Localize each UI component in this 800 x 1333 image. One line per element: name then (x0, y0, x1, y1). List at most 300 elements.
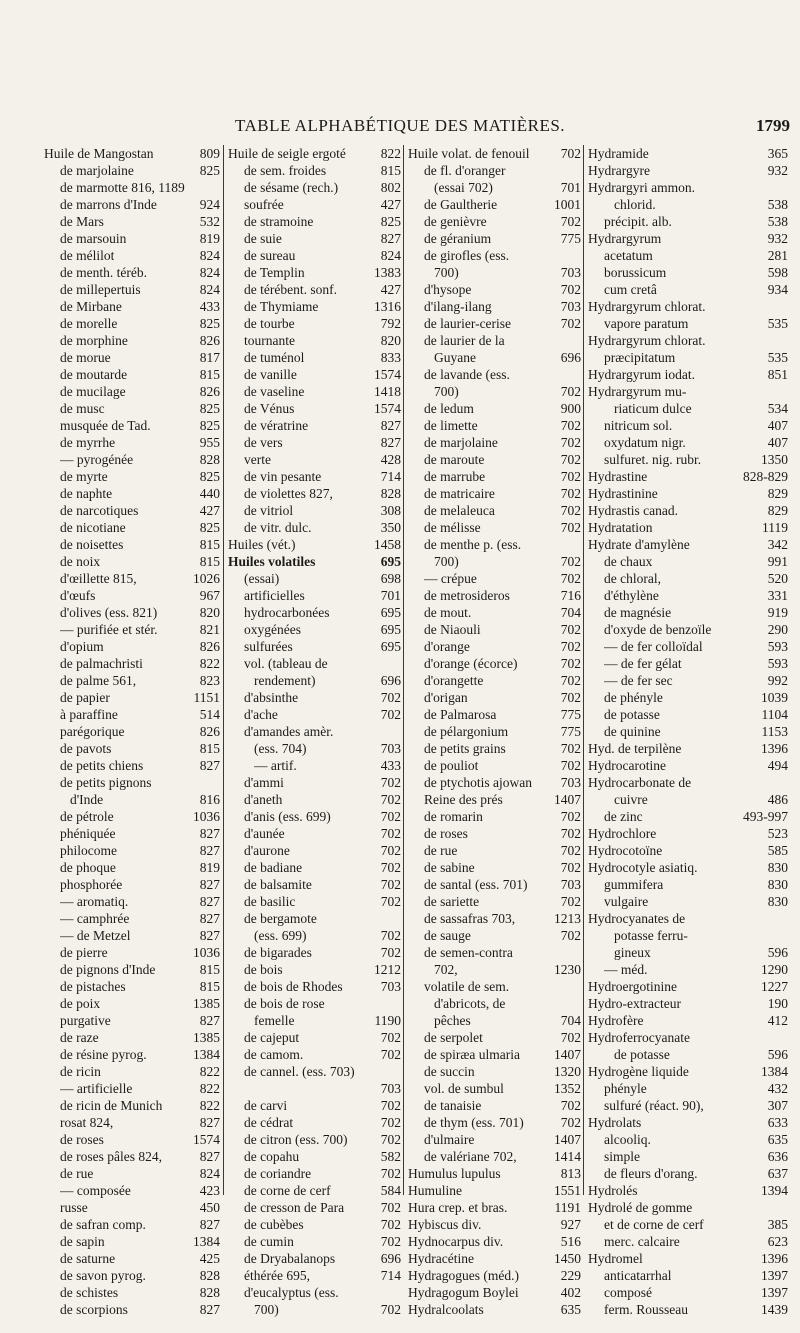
index-entry (40, 1097, 223, 1114)
index-entry (584, 145, 791, 162)
index-entry-page: 331 (767, 588, 788, 603)
index-entry-term: de scorpions (60, 1302, 128, 1317)
index-entry-term: de bigarades (244, 945, 312, 960)
index-entry-page: 815 (199, 367, 220, 382)
index-entry-term: — aromatiq. (60, 894, 129, 909)
index-entry (224, 1199, 404, 1216)
index-entry-page: 1290 (761, 962, 788, 977)
index-entry-page: 385 (767, 1217, 788, 1232)
index-entry-term: d'ammi (244, 775, 284, 790)
index-entry-term: de matricaire (424, 486, 495, 501)
index-entry (404, 927, 584, 944)
index-entry (224, 1250, 404, 1267)
index-entry (404, 1165, 584, 1182)
index-entry (40, 927, 223, 944)
index-entry-page: 1119 (762, 520, 788, 535)
index-entry-term: vol. (tableau de (244, 656, 328, 671)
index-entry-term: d'orange (écorce) (424, 656, 518, 671)
index-entry-term: Humulus lupulus (408, 1166, 501, 1181)
index-entry (404, 842, 584, 859)
index-entry (40, 791, 223, 808)
index-entry-page: 826 (199, 724, 220, 739)
index-entry (224, 876, 404, 893)
index-entry-page: 1026 (193, 571, 220, 586)
index-entry-page: 792 (380, 316, 401, 331)
index-entry (224, 1029, 404, 1046)
index-entry (584, 1250, 791, 1267)
index-entry-page: 1352 (554, 1081, 581, 1096)
index-entry-page: 1227 (761, 979, 788, 994)
index-entry-page: 704 (560, 605, 581, 620)
index-entry-page: 702 (380, 826, 401, 841)
index-entry-term: de tuménol (244, 350, 305, 365)
index-entry-page: 696 (380, 673, 401, 688)
index-entry-page: 802 (380, 180, 401, 195)
index-entry-term: de ricin (60, 1064, 101, 1079)
index-entry (40, 536, 223, 553)
index-entry-page: 702 (560, 690, 581, 705)
index-entry (224, 400, 404, 417)
index-entry-term: — de Metzel (60, 928, 131, 943)
index-entry (584, 1182, 791, 1199)
index-entry-page: 1384 (193, 1047, 220, 1062)
index-entry-term: de millepertuis (60, 282, 141, 297)
index-entry (224, 944, 404, 961)
index-entry-page: 825 (380, 214, 401, 229)
index-entry (40, 757, 223, 774)
index-entry-term: gineux (614, 945, 651, 960)
index-entry-page: 775 (560, 724, 581, 739)
index-entry-page: 598 (767, 265, 788, 280)
index-entry-page: 1458 (374, 537, 401, 552)
index-entry (584, 621, 791, 638)
index-entry-term: Hydrastis canad. (588, 503, 678, 518)
index-entry (404, 604, 584, 621)
index-entry-term: Hydrolé de gomme (588, 1200, 693, 1215)
index-entry (404, 349, 584, 366)
index-entry-term: de papier (60, 690, 110, 705)
index-entry-page: 1036 (193, 809, 220, 824)
index-entry-term: de Palmarosa (424, 707, 497, 722)
index-entry-page: 827 (199, 928, 220, 943)
index-entry (584, 1063, 791, 1080)
index-entry-page: 1036 (193, 945, 220, 960)
index-entry (224, 638, 404, 655)
index-entry (404, 145, 584, 162)
index-entry (40, 689, 223, 706)
index-entry (404, 383, 584, 400)
index-entry-page: 538 (767, 214, 788, 229)
index-entry-page: 821 (199, 622, 220, 637)
index-entry (404, 587, 584, 604)
index-entry-term: de sabine (424, 860, 475, 875)
index-entry (224, 1114, 404, 1131)
index-entry-term: Hydromel (588, 1251, 643, 1266)
index-entry-term: de petits chiens (60, 758, 144, 773)
index-entry (40, 876, 223, 893)
index-entry-term: de narcotiques (60, 503, 139, 518)
index-entry (584, 723, 791, 740)
index-entry-page: 826 (199, 384, 220, 399)
index-entry-page: 702 (380, 1200, 401, 1215)
index-entry-page: 538 (767, 197, 788, 212)
index-entry-page: 702 (560, 656, 581, 671)
index-entry-page: 932 (767, 163, 788, 178)
index-entry (584, 893, 791, 910)
index-entry-term: de pétrole (60, 809, 114, 824)
index-entry-page: 1385 (193, 996, 220, 1011)
index-entry-term: Hydrargyrum iodat. (588, 367, 695, 382)
index-entry-page: 702 (380, 707, 401, 722)
index-entry-term: Guyane (434, 350, 476, 365)
index-entry-page: 827 (199, 911, 220, 926)
index-entry-page: 824 (380, 248, 401, 263)
index-entry (584, 757, 791, 774)
index-entry-term: de balsamite (244, 877, 312, 892)
index-entry-page: 696 (560, 350, 581, 365)
index-entry (224, 451, 404, 468)
index-entry-term: de pouliot (424, 758, 479, 773)
index-entry-page: 702 (560, 146, 581, 161)
index-entry (40, 383, 223, 400)
index-entry-page: 775 (560, 231, 581, 246)
index-entry-term: de marrons d'Inde (60, 197, 157, 212)
index-entry-term: vapore paratum (604, 316, 689, 331)
index-entry (584, 1114, 791, 1131)
index-entry-page: 815 (199, 962, 220, 977)
index-entry-term: Huile volat. de fenouil (408, 146, 530, 161)
index-entry-page: 290 (767, 622, 788, 637)
index-entry (404, 1199, 584, 1216)
index-entry-page: 702 (560, 554, 581, 569)
index-entry-term: de safran comp. (60, 1217, 146, 1232)
index-entry (584, 961, 791, 978)
index-entry (40, 553, 223, 570)
index-entry-page: 822 (380, 146, 401, 161)
index-entry-term: de palme 561, (60, 673, 137, 688)
index-entry-page: 695 (380, 605, 401, 620)
index-entry (404, 978, 584, 995)
index-entry-page: 815 (199, 537, 220, 552)
index-entry-page: 702 (380, 1166, 401, 1181)
index-entry-term: de phoque (60, 860, 116, 875)
index-entry-term: de sassafras 703, (424, 911, 516, 926)
index-entry (584, 859, 791, 876)
index-entry-term: de zinc (604, 809, 643, 824)
index-entry-page: 1153 (761, 724, 788, 739)
index-entry (224, 672, 404, 689)
index-entry-page: 702 (560, 1030, 581, 1045)
index-entry-page: 815 (199, 554, 220, 569)
index-entry (40, 434, 223, 451)
index-entry (584, 587, 791, 604)
index-entry-term: riaticum dulce (614, 401, 692, 416)
index-entry-term: d'amandes amèr. (244, 724, 334, 739)
index-entry-page: 702 (560, 316, 581, 331)
index-entry-term: d'hysope (424, 282, 472, 297)
index-entry-page: 440 (199, 486, 220, 501)
index-entry (404, 723, 584, 740)
index-entry (584, 1165, 791, 1182)
index-entry-term: parégorique (60, 724, 125, 739)
index-entry-page: 703 (560, 775, 581, 790)
index-entry-term: alcooliq. (604, 1132, 651, 1147)
index-entry (224, 1216, 404, 1233)
index-entry-term: de carvi (244, 1098, 288, 1113)
index-entry-term: Hydrochlore (588, 826, 657, 841)
index-entry-term: de mélilot (60, 248, 115, 263)
index-entry (584, 910, 791, 927)
index-entry (404, 417, 584, 434)
index-entry-page: 696 (380, 1251, 401, 1266)
index-entry-page: 825 (199, 469, 220, 484)
index-entry-term: phényle (604, 1081, 647, 1096)
index-entry-term: de valériane 702, (424, 1149, 517, 1164)
index-entry (584, 417, 791, 434)
index-entry-term: — de fer sec (604, 673, 673, 688)
index-entry-term: de copahu (244, 1149, 300, 1164)
index-entry (404, 1250, 584, 1267)
index-entry-page: 702 (380, 775, 401, 790)
index-entry-term: soufrée (244, 197, 284, 212)
index-entry-term: Reine des prés (424, 792, 503, 807)
index-entry-page: 516 (560, 1234, 581, 1249)
index-entry-page: 815 (199, 979, 220, 994)
index-entry-term: de stramoine (244, 214, 314, 229)
index-entry-term: d'aneth (244, 792, 283, 807)
index-entry (224, 1131, 404, 1148)
index-entry-term: — de fer colloïdal (604, 639, 703, 654)
index-entry (404, 179, 584, 196)
index-entry-page: 702 (560, 418, 581, 433)
index-entry-term: de bois de Rhodes (244, 979, 343, 994)
index-entry-term: artificielles (244, 588, 305, 603)
index-entry (404, 1114, 584, 1131)
index-entry (224, 1301, 404, 1318)
page-header (0, 113, 800, 143)
index-entry (224, 995, 404, 1012)
index-entry-page: 1574 (374, 401, 401, 416)
index-entry (40, 808, 223, 825)
index-entry-term: d'orange (424, 639, 470, 654)
index-entry (584, 638, 791, 655)
index-entry-term: sulfuret. nig. rubr. (604, 452, 702, 467)
index-entry-page: 1396 (761, 1251, 788, 1266)
index-entry-term: de vaseline (244, 384, 305, 399)
index-entry-term: de magnésie (604, 605, 672, 620)
index-entry-page: 702 (380, 690, 401, 705)
index-entry-term: (ess. 699) (254, 928, 307, 943)
index-entry (584, 791, 791, 808)
index-entry-page: 1439 (761, 1302, 788, 1317)
index-entry (40, 995, 223, 1012)
index-entry-page: 714 (380, 1268, 401, 1283)
index-entry-page: 827 (199, 1149, 220, 1164)
index-entry (40, 162, 223, 179)
index-entry (224, 621, 404, 638)
index-entry-term: d'Inde (70, 792, 104, 807)
index-entry-term: simple (604, 1149, 640, 1164)
index-entry-term: de moutarde (60, 367, 128, 382)
index-entry-page: 412 (767, 1013, 788, 1028)
index-entry-term: de potasse (614, 1047, 670, 1062)
index-entry (40, 1216, 223, 1233)
index-entry (224, 434, 404, 451)
index-entry (40, 1182, 223, 1199)
index-entry-page: 402 (560, 1285, 581, 1300)
index-entry (40, 264, 223, 281)
index-entry-term: de bois de rose (244, 996, 325, 1011)
index-entry-page: 827 (380, 231, 401, 246)
index-entry-page: 1384 (193, 1234, 220, 1249)
index-entry-term: Huile de seigle ergoté (228, 146, 346, 161)
index-entry-page: 1230 (554, 962, 581, 977)
index-entry (404, 1012, 584, 1029)
index-entry-page: 701 (380, 588, 401, 603)
index-entry (224, 1046, 404, 1063)
index-entry-page: 1396 (761, 741, 788, 756)
index-entry-term: de quinine (604, 724, 661, 739)
index-entry (584, 519, 791, 536)
index-entry-term: de Templin (244, 265, 305, 280)
index-entry-term: de Mirbane (60, 299, 122, 314)
index-entry-page: 702 (560, 520, 581, 535)
index-entry (40, 1233, 223, 1250)
index-entry (584, 213, 791, 230)
index-entry-page: 716 (560, 588, 581, 603)
index-entry-page: 702 (380, 1217, 401, 1232)
index-entry (224, 1233, 404, 1250)
index-entry (404, 672, 584, 689)
index-entry-page: 702 (380, 1115, 401, 1130)
index-entry-term: de Niaouli (424, 622, 481, 637)
index-entry (40, 859, 223, 876)
index-entry-term: Hydrastinine (588, 486, 658, 501)
index-entry-page: 927 (560, 1217, 581, 1232)
index-entry (224, 1284, 404, 1301)
index-entry-page: 1385 (193, 1030, 220, 1045)
index-entry (40, 774, 223, 791)
index-entry (584, 740, 791, 757)
index-entry (404, 1284, 584, 1301)
index-entry-term: de basilic (244, 894, 296, 909)
index-entry-term: (essai 702) (434, 180, 493, 195)
index-entry-page: 702 (560, 673, 581, 688)
index-entry-term: de vers (244, 435, 283, 450)
index-entry-term: de lavande (ess. (424, 367, 510, 382)
index-entry (404, 774, 584, 791)
index-entry-term: de fl. d'oranger (424, 163, 506, 178)
index-entry-page: 702 (560, 435, 581, 450)
index-entry (224, 383, 404, 400)
index-entry (40, 1284, 223, 1301)
index-entry-page: 1414 (554, 1149, 581, 1164)
index-entry-page: 827 (199, 758, 220, 773)
index-entry (404, 332, 584, 349)
index-entry-term: acetatum (604, 248, 653, 263)
index-entry-term: de sauge (424, 928, 471, 943)
index-entry-term: anticatarrhal (604, 1268, 672, 1283)
index-entry (224, 808, 404, 825)
index-entry (584, 689, 791, 706)
index-entry-term: à paraffine (60, 707, 118, 722)
index-entry-page: 702 (560, 486, 581, 501)
index-entry-term: 702, (434, 962, 458, 977)
index-entry (404, 1046, 584, 1063)
index-entry-term: de girofles (ess. (424, 248, 510, 263)
index-entry-term: de schistes (60, 1285, 119, 1300)
index-entry-page: 407 (767, 435, 788, 450)
index-entry-page: 520 (767, 571, 788, 586)
index-entry-term: de marjolaine (60, 163, 134, 178)
index-entry (224, 502, 404, 519)
index-entry-page: 813 (560, 1166, 581, 1181)
index-entry-term: Hydrargyri ammon. (588, 180, 695, 195)
index-column-3 (403, 145, 584, 1317)
index-entry (404, 995, 584, 1012)
index-entry-page: 342 (767, 537, 788, 552)
index-entry-page: 827 (199, 1013, 220, 1028)
index-entry (584, 1233, 791, 1250)
index-entry-term: de maroute (424, 452, 485, 467)
index-entry (40, 740, 223, 757)
index-entry-page: 584 (380, 1183, 401, 1198)
index-entry (584, 383, 791, 400)
index-entry-term: de marmotte 816, 1189 (60, 180, 185, 195)
index-entry-term: volatile de sem. (424, 979, 510, 994)
index-entry-page: 425 (199, 1251, 220, 1266)
index-entry (40, 400, 223, 417)
index-entry (40, 247, 223, 264)
index-entry-term: de nicotiane (60, 520, 126, 535)
index-entry-page: 1407 (554, 792, 581, 807)
index-entry-term: 700) (254, 1302, 279, 1317)
index-entry-term: de musc (60, 401, 105, 416)
index-entry-page: 365 (767, 146, 788, 161)
index-entry-term: rendement) (254, 673, 316, 688)
index-entry (584, 808, 791, 825)
index-entry-page: 824 (199, 282, 220, 297)
index-entry-page: 1104 (761, 707, 788, 722)
index-entry-page: 703 (560, 265, 581, 280)
index-entry-term: d'aurone (244, 843, 290, 858)
index-entry (224, 655, 404, 672)
index-entry (584, 978, 791, 995)
index-entry-page: 450 (199, 1200, 220, 1215)
index-entry-term: d'eucalyptus (ess. (244, 1285, 339, 1300)
index-entry (224, 978, 404, 995)
index-entry (224, 298, 404, 315)
index-entry-page: 827 (199, 1217, 220, 1232)
index-entry-page: 486 (767, 792, 788, 807)
index-entry (584, 264, 791, 281)
index-entry (40, 417, 223, 434)
index-entry (404, 366, 584, 383)
index-entry-term: (ess. 704) (254, 741, 307, 756)
index-entry-term: de morue (60, 350, 111, 365)
index-entry (584, 604, 791, 621)
index-entry-page: 432 (767, 1081, 788, 1096)
index-entry-page: 823 (199, 673, 220, 688)
index-entry (224, 1165, 404, 1182)
index-entry-term: Hydrargyrum (588, 231, 662, 246)
index-entry-term: cuivre (614, 792, 648, 807)
index-entry-term: Hydrastine (588, 469, 648, 484)
index-entry-term: de marrube (424, 469, 486, 484)
index-entry (40, 1114, 223, 1131)
index-entry-term: de cédrat (244, 1115, 294, 1130)
index-entry-page: 433 (380, 758, 401, 773)
